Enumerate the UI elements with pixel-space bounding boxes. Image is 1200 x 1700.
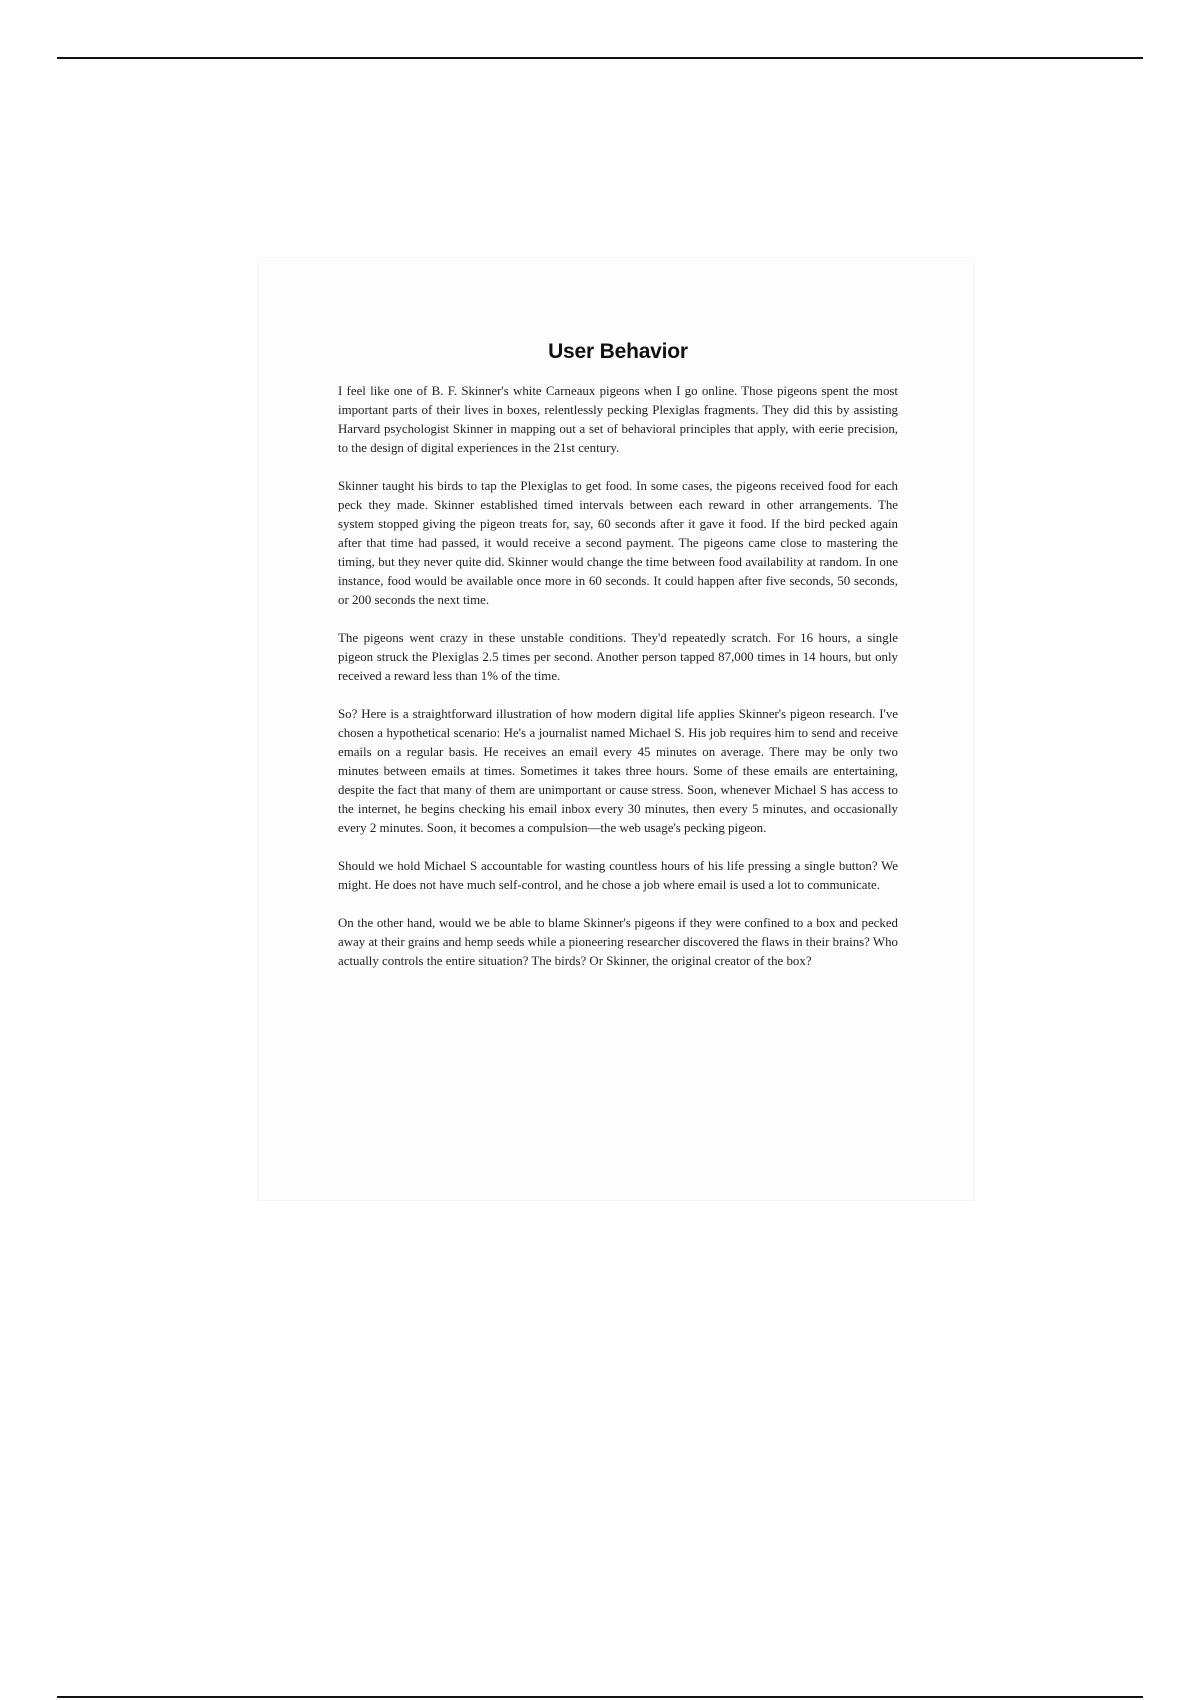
document-title: User Behavior xyxy=(548,340,688,363)
paragraph-3: The pigeons went crazy in these unstable conditions. They'd repeatedly scratch. For 16 hours, a single pigeon struck the Plexiglas 2.5 times per second. Another person tapped 87,000 times in 14 hours, but only received a reward less than 1% of the time. xyxy=(338,631,898,683)
paragraph-4: So? Here is a straightforward illustration of how modern digital life applies Skinner's pigeon research. I've chosen a hypothetical scenario: He's a journalist named Michael S. His job requires him to send and receive emails on a regular basis. He receives an email every 45 minutes on average. There may be only two minutes between emails at times. Sometimes it takes three hours. Some of these emails are entertaining, despite the fact that many of them are unimportant or cause stress. Soon, whenever Michael S has access to the internet, he begins checking his email inbox every 30 minutes, then every 5 minutes, and occasionally every 2 minutes. Soon, it becomes a compulsion—the web usage's pecking pigeon. xyxy=(338,707,898,835)
paragraph-5: Should we hold Michael S accountable for wasting countless hours of his life pressing a single button? We might. He does not have much self-control, and he chose a job where email is used a lot to communicate. xyxy=(338,859,898,892)
paragraph-2: Skinner taught his birds to tap the Plexiglas to get food. In some cases, the pigeons received food for each peck they made. Skinner established timed intervals between each reward in other arrangements. The system stopped giving the pigeon treats for, say, 60 seconds after it gave it food. If the bird pecked again after that time had passed, it would receive a second payment. The pigeons came close to mastering the timing, but they never quite did. Skinner would change the time between food availability at random. In one instance, food would be available once more in 60 seconds. It could happen after five seconds, 50 seconds, or 200 seconds the next time. xyxy=(338,479,898,607)
paragraph-1: I feel like one of B. F. Skinner's white Carneaux pigeons when I go online. Those pigeons spent the most important parts of their lives in boxes, relentlessly pecking Plexiglas fragments. They did this by assisting Harvard psychologist Skinner in mapping out a set of behavioral principles that apply, with eerie precision, to the design of digital experiences in the 21st century. xyxy=(338,384,898,455)
bottom-rule xyxy=(57,1696,1143,1698)
document-content xyxy=(338,340,898,990)
paragraph-6: On the other hand, would we be able to blame Skinner's pigeons if they were confined to a box and pecked away at their grains and hemp seeds while a pioneering researcher discovered the flaws in their brains? Who actually controls the entire situation? The birds? Or Skinner, the original creator of the box? xyxy=(338,916,898,968)
top-rule xyxy=(57,57,1143,59)
